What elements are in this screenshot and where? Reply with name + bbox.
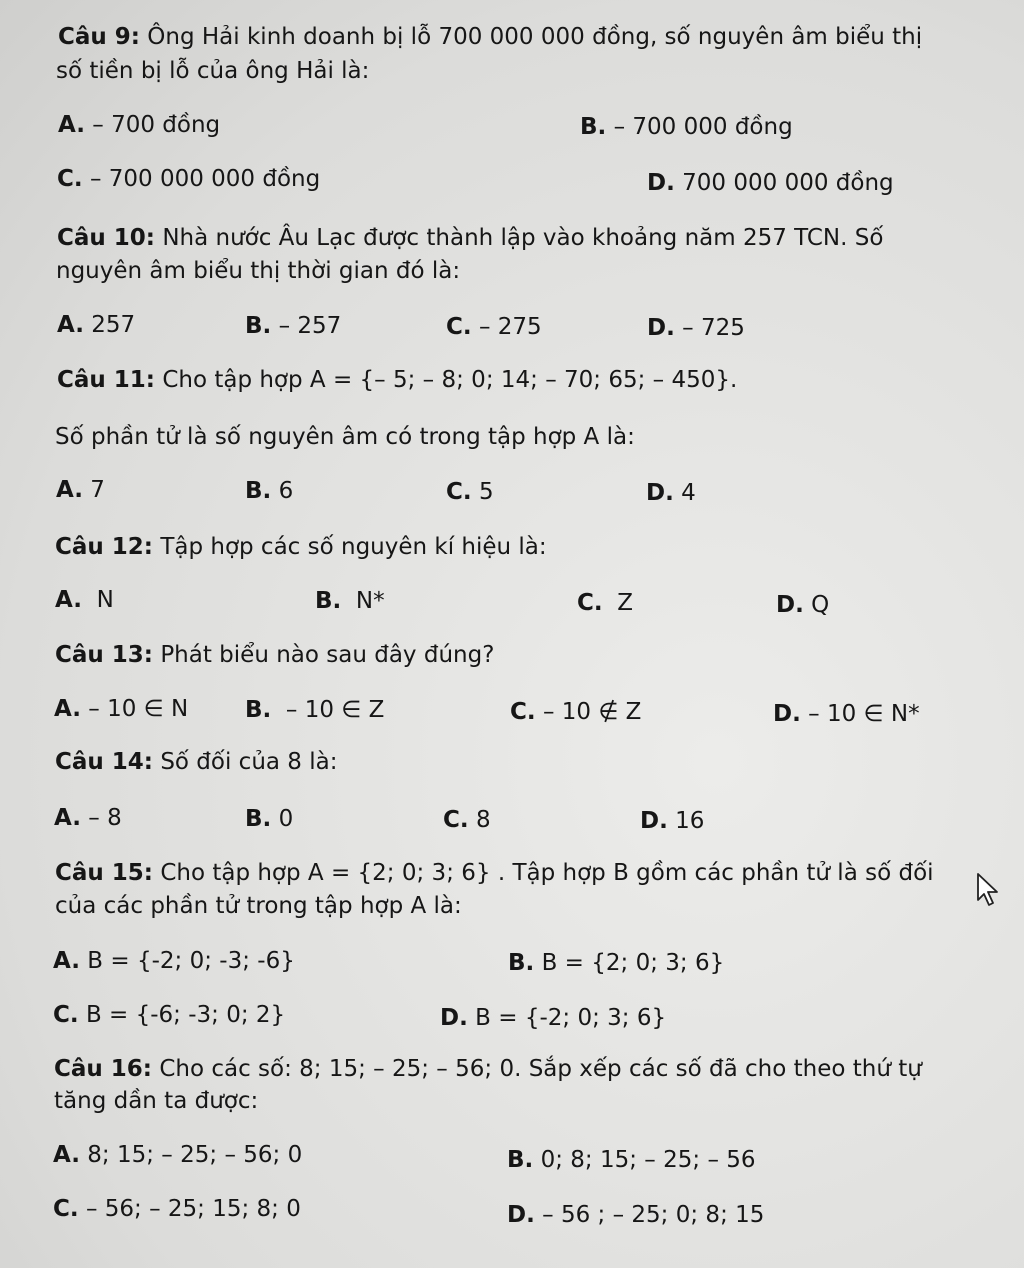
question-15-stem-line-1: Câu 15: Cho tập hợp A = {2; 0; 3; 6} . Tập hợp B gồm các phần tử là số đối [55,860,934,886]
question-16-option-b: B. 0; 8; 15; – 25; – 56 [507,1147,756,1173]
question-16-stem-line-1: Câu 16: Cho các số: 8; 15; – 25; – 56; 0. Sắp xếp các số đã cho theo thứ tự [54,1056,922,1082]
question-15-option-a: A. B = {-2; 0; -3; -6} [53,948,295,974]
question-12-label: Câu 12: [55,534,153,560]
question-11-stem-line-2: Số phần tử là số nguyên âm có trong tập hợp A là: [55,424,635,450]
question-15-option-d: D. B = {-2; 0; 3; 6} [440,1005,667,1031]
question-13-option-b: B. – 10 ∈ Z [245,697,385,723]
question-12-stem: Câu 12: Tập hợp các số nguyên kí hiệu là: [55,534,547,560]
question-11-option-d: D. 4 [646,480,696,506]
question-16-option-a: A. 8; 15; – 25; – 56; 0 [53,1142,303,1168]
question-11-option-c: C. 5 [446,479,494,505]
question-13-stem: Câu 13: Phát biểu nào sau đây đúng? [55,642,495,668]
question-11-option-b: B. 6 [245,478,294,504]
question-9-option-b: B. – 700 000 đồng [580,114,793,140]
question-14-stem: Câu 14: Số đối của 8 là: [55,749,338,775]
question-10-label: Câu 10: [57,225,155,251]
question-13-option-a: A. – 10 ∈ N [54,696,189,722]
question-13-label: Câu 13: [55,642,153,668]
question-15-option-b: B. B = {2; 0; 3; 6} [508,950,725,976]
question-9-label: Câu 9: [58,24,140,50]
question-11-option-a: A. 7 [56,477,105,503]
question-14-option-c: C. 8 [443,807,491,833]
question-10-option-b: B. – 257 [245,313,342,339]
question-10-option-a: A. 257 [57,312,136,338]
question-11-stem-line-1: Câu 11: Cho tập hợp A = {– 5; – 8; 0; 14; – 70; 65; – 450}. [57,367,738,393]
question-14-option-d: D. 16 [640,808,705,834]
question-14-label: Câu 14: [55,749,153,775]
question-11-label: Câu 11: [57,367,155,393]
question-9-option-a: A. – 700 đồng [58,112,221,138]
question-10-option-d: D. – 725 [647,315,745,341]
question-12-option-d: D. Q [776,592,830,618]
question-9-option-c: C. – 700 000 000 đồng [57,166,321,192]
question-12-option-c: C. Z [577,590,634,616]
question-10-stem-line-1: Câu 10: Nhà nước Âu Lạc được thành lập vào khoảng năm 257 TCN. Số [57,225,884,251]
question-12-option-a: A. N [55,587,114,613]
question-13-option-d: D. – 10 ∈ N* [773,701,920,727]
question-14-option-b: B. 0 [245,806,294,832]
question-16-label: Câu 16: [54,1056,152,1082]
question-15-stem-line-2: của các phần tử trong tập hợp A là: [55,893,462,919]
question-16-option-d: D. – 56 ; – 25; 0; 8; 15 [507,1202,765,1228]
question-9-option-d: D. 700 000 000 đồng [647,170,894,196]
question-12-option-b: B. N* [315,588,385,614]
question-9-stem-line-2: số tiền bị lỗ của ông Hải là: [56,58,370,84]
question-9-stem-line-1: Câu 9: Ông Hải kinh doanh bị lỗ 700 000 000 đồng, số nguyên âm biểu thị [58,24,923,50]
question-16-stem-line-2: tăng dần ta được: [54,1088,259,1114]
question-15-option-c: C. B = {-6; -3; 0; 2} [53,1002,286,1028]
question-15-label: Câu 15: [55,860,153,886]
question-14-option-a: A. – 8 [54,805,122,831]
mouse-pointer-icon [976,872,1002,908]
question-16-option-c: C. – 56; – 25; 15; 8; 0 [53,1196,301,1222]
question-10-option-c: C. – 275 [446,314,542,340]
question-13-option-c: C. – 10 ∉ Z [510,699,642,725]
question-10-stem-line-2: nguyên âm biểu thị thời gian đó là: [56,258,461,284]
